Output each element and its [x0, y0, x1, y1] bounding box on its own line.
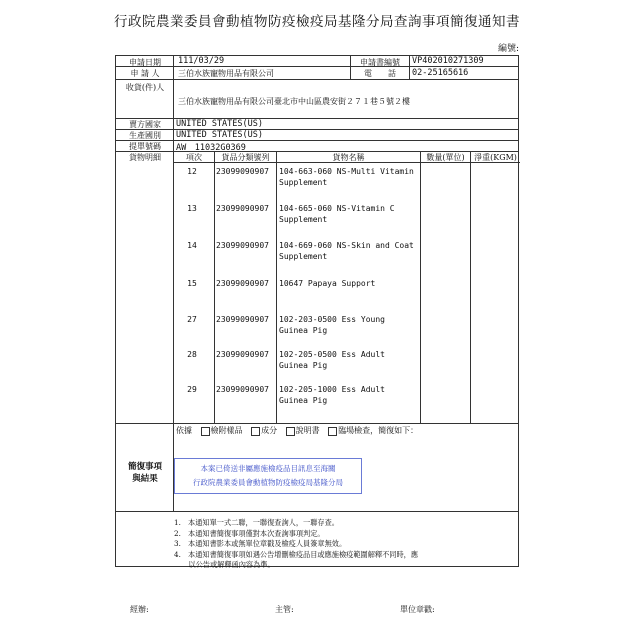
- goods-name-line2: Guinea Pig: [279, 326, 328, 335]
- goods-name-line1: 102-203-0500 Ess Young: [279, 315, 385, 324]
- note-4: 4. 本通知書簡復事項如遇公告增刪檢疫品目或應施檢疫範圍解釋不同時，應: [174, 549, 419, 559]
- document-title: 行政院農業委員會動植物防疫檢疫局基隆分局查詢事項簡復通知書: [114, 14, 520, 30]
- goods-name-line1: 10647 Papaya Support: [279, 279, 376, 288]
- row-divider: [116, 79, 518, 80]
- item-no: 15: [187, 279, 197, 288]
- manual-checkbox[interactable]: [286, 427, 295, 436]
- column-divider: [276, 151, 277, 423]
- item-code: 23099090907: [216, 167, 269, 176]
- recipient-value: 三伯水族寵物用品有限公司臺北市中山區農安街２７１巷５號２樓: [178, 97, 410, 106]
- note-1: 1. 本通知單一式二聯，一聯復查詢人，一聯存查。: [174, 518, 339, 527]
- phone-label: 電 話: [364, 69, 396, 78]
- item-no: 28: [187, 350, 197, 359]
- goods-name-line1: 104-669-060 NS-Skin and Coat: [279, 241, 414, 250]
- basis-row: [176, 425, 418, 436]
- header-code: 貨品分類號列: [221, 153, 270, 162]
- item-no: 27: [187, 315, 197, 324]
- column-divider: [470, 151, 471, 423]
- sample-checkbox-label: 檢附樣品: [210, 426, 243, 435]
- item-code: 23099090907: [216, 279, 269, 288]
- result-label: [120, 461, 170, 485]
- seller-country-label: 賣方國家: [129, 120, 161, 129]
- unit-stamp-label: 單位章戳:: [400, 605, 435, 614]
- goods-name-line2: Supplement: [279, 178, 328, 187]
- result-label-line1: 簡復事項: [127, 462, 162, 472]
- row-divider: [116, 511, 518, 512]
- handler-signature-label: 經辦:: [130, 605, 149, 614]
- sample-checkbox[interactable]: [201, 427, 210, 436]
- notes-list: [174, 518, 514, 571]
- item-no: 13: [187, 204, 197, 213]
- form-table: [115, 55, 519, 567]
- item-code: 23099090907: [216, 315, 269, 324]
- goods-name: [279, 278, 419, 289]
- apply-no-label: 申請書編號: [360, 58, 400, 67]
- goods-name: [279, 314, 419, 336]
- goods-name-line2: Supplement: [279, 215, 328, 224]
- goods-name-line2: Guinea Pig: [279, 361, 328, 370]
- inspection-checkbox-label: 臨場檢查，簡復如下：: [338, 426, 419, 435]
- column-divider: [350, 56, 351, 79]
- item-code: 23099090907: [216, 350, 269, 359]
- waybill-label: 提單號碼: [129, 142, 161, 151]
- goods-name: [279, 349, 419, 371]
- header-item-no: 項次: [186, 153, 202, 162]
- goods-name-line1: 104-665-060 NS-Vitamin C: [279, 204, 395, 213]
- supervisor-signature-label: 主管:: [275, 605, 294, 614]
- header-quantity: 數量(單位): [426, 153, 465, 162]
- origin-label: 生產國別: [129, 131, 161, 140]
- item-no: 12: [187, 167, 197, 176]
- goods-name: [279, 384, 419, 406]
- item-no: 29: [187, 385, 197, 394]
- waybill-value: AW 11032G0369: [176, 143, 246, 153]
- recipient-label: 收貨(件)人: [125, 83, 165, 92]
- manual-checkbox-label: 說明書: [295, 426, 320, 435]
- applicant-label: 申 請 人: [130, 69, 160, 78]
- apply-date-value: 111/03/29: [178, 56, 225, 66]
- goods-name: [279, 203, 419, 225]
- goods-name: [279, 240, 419, 262]
- goods-name-line1: 102-205-1000 Ess Adult: [279, 385, 385, 394]
- header-weight: 淨重(KGM): [474, 153, 517, 162]
- note-2: 2. 本通知書簡復事項僅對本次查詢事項判定。: [174, 528, 325, 538]
- item-no: 14: [187, 241, 197, 250]
- goods-name-line2: Supplement: [279, 252, 328, 261]
- goods-name-line1: 102-205-0500 Ess Adult: [279, 350, 385, 359]
- item-code: 23099090907: [216, 241, 269, 250]
- notice-document: [110, 2, 524, 638]
- goods-name-line1: 104-663-060 NS-Multi Vitamin: [279, 167, 414, 176]
- note-3: 3. 本通知書影本或無單位章戳及檢疫人員簽章無效。: [174, 539, 347, 548]
- basis-label: 依據: [176, 426, 192, 435]
- inspection-checkbox[interactable]: [328, 427, 337, 436]
- item-code: 23099090907: [216, 204, 269, 213]
- note-4-cont: 以公告或解釋函內容為準。: [174, 560, 275, 569]
- origin-value: UNITED STATES(US): [176, 130, 263, 140]
- goods-name-line2: Guinea Pig: [279, 396, 328, 405]
- official-stamp: [174, 458, 362, 494]
- column-divider: [420, 151, 421, 423]
- item-code: 23099090907: [216, 385, 269, 394]
- phone-value: 02-25165616: [412, 68, 469, 78]
- stamp-line2: 行政院農業委員會動植物防疫檢疫局基隆分局: [193, 478, 343, 487]
- applicant-value: 三伯水族寵物用品有限公司: [178, 69, 274, 78]
- column-divider: [409, 56, 410, 79]
- result-label-line2: 與結果: [132, 474, 158, 484]
- ingredient-checkbox[interactable]: [251, 427, 260, 436]
- goods-label: 貨物明細: [129, 153, 161, 162]
- goods-name: [279, 166, 419, 188]
- header-goods-name: 貨物名稱: [332, 153, 365, 162]
- column-divider: [214, 151, 215, 423]
- row-divider: [116, 66, 518, 67]
- row-divider: [116, 423, 518, 424]
- seller-country-value: UNITED STATES(US): [176, 119, 263, 129]
- stamp-line1: 本案已倚送非屬應施檢疫品目訊息至海關: [200, 464, 336, 473]
- apply-no-value: VP402010271309: [412, 56, 484, 66]
- serial-label: 編號:: [497, 44, 519, 54]
- apply-date-label: 申請日期: [129, 58, 161, 67]
- ingredient-checkbox-label: 成分: [261, 426, 278, 435]
